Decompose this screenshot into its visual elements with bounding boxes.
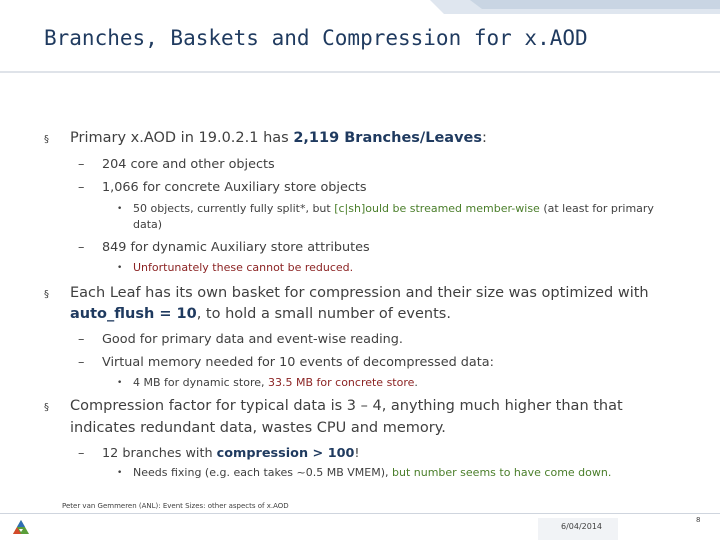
dash-marker: – xyxy=(78,332,85,347)
dot-marker: • xyxy=(117,204,123,214)
footer-divider xyxy=(0,513,720,514)
header-decoration xyxy=(430,0,720,14)
dash-marker: – xyxy=(78,355,85,370)
bullet-3-sub-1-detail: Needs fixing (e.g. each takes ~0.5 MB VMEM), but number seems to have come down. xyxy=(133,466,612,479)
bullet-marker: § xyxy=(44,402,49,413)
bullet-marker: § xyxy=(44,134,49,145)
dash-marker: – xyxy=(78,180,85,195)
bullet-3-sub-1: 12 branches with compression > 100! xyxy=(102,446,360,461)
bullet-3-line-1: Compression factor for typical data is 3 – 4, anything much higher than that xyxy=(70,398,623,414)
bullet-1-sub-2-detail-cont: data) xyxy=(133,218,163,231)
bullet-2-line-1: Each Leaf has its own basket for compression and their size was optimized with xyxy=(70,285,649,301)
dash-marker: – xyxy=(78,240,85,255)
page-number: 8 xyxy=(696,516,701,524)
dot-marker: • xyxy=(117,468,123,478)
slide-title: Branches, Baskets and Compression for x.AOD xyxy=(44,26,588,50)
anl-logo-icon xyxy=(13,520,29,534)
bullet-marker: § xyxy=(44,289,49,300)
bullet-2-sub-1: Good for primary data and event-wise reading. xyxy=(102,332,403,347)
dot-marker: • xyxy=(117,263,123,273)
bullet-3-line-2: indicates redundant data, wastes CPU and memory. xyxy=(70,420,446,436)
bullet-1-sub-2: 1,066 for concrete Auxiliary store objects xyxy=(102,180,367,195)
slide-date: 6/04/2014 xyxy=(561,522,603,531)
bullet-2-sub-2-detail: 4 MB for dynamic store, 33.5 MB for concrete store. xyxy=(133,376,418,389)
bullet-1-sub-1: 204 core and other objects xyxy=(102,157,275,172)
title-divider xyxy=(0,71,720,73)
dash-marker: – xyxy=(78,157,85,172)
bullet-1: Primary x.AOD in 19.0.2.1 has 2,119 Branches/Leaves: xyxy=(70,130,487,146)
bullet-2-sub-2: Virtual memory needed for 10 events of decompressed data: xyxy=(102,355,494,370)
bullet-2-line-2: auto_flush = 10, to hold a small number of events. xyxy=(70,306,451,322)
footer-text: Peter van Gemmeren (ANL): Event Sizes: other aspects of x.AOD xyxy=(62,502,289,510)
dot-marker: • xyxy=(117,378,123,388)
bullet-1-sub-3-detail: Unfortunately these cannot be reduced. xyxy=(133,261,354,274)
dash-marker: – xyxy=(78,446,85,461)
bullet-1-sub-3: 849 for dynamic Auxiliary store attributes xyxy=(102,240,370,255)
bullet-1-sub-2-detail: 50 objects, currently fully split*, but [c|sh]ould be streamed member-wise (at least for primary xyxy=(133,202,654,215)
